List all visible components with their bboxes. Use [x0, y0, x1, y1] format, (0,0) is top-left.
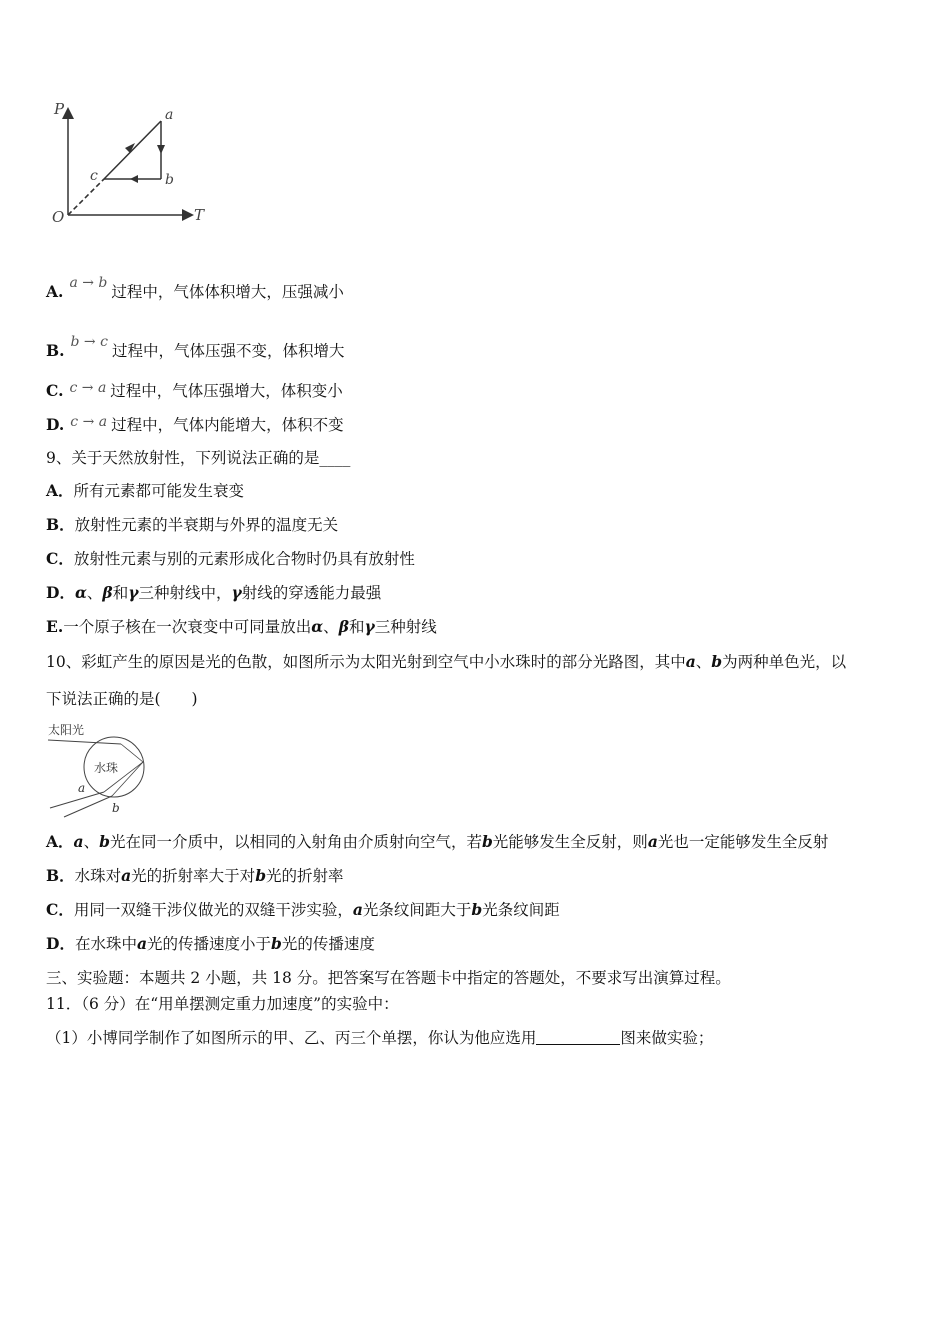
label-sunlight: 太阳光 [48, 723, 85, 737]
label-drop: 水珠 [94, 761, 119, 775]
text: 三种射线中， [138, 584, 232, 602]
option-label: A． [46, 832, 74, 851]
alpha-symbol: α [74, 583, 87, 602]
beta-symbol: β [338, 617, 349, 636]
symbol-a: a [647, 832, 658, 851]
label-ray-b: b [112, 801, 120, 815]
answer-blank[interactable] [536, 1029, 620, 1045]
arrow-b-c [130, 175, 138, 183]
text: 光的传播速度小于 [147, 935, 272, 953]
text: 光的折射率大于对 [131, 867, 256, 885]
expr-b-c: b → c [70, 334, 108, 350]
ray-b [64, 796, 112, 817]
dashed-extension [68, 179, 104, 215]
text: 三种射线 [374, 618, 437, 636]
gamma-symbol: γ [231, 583, 242, 602]
q8-option-a [46, 272, 344, 303]
symbol-b: b [271, 934, 282, 953]
option-label: C． [46, 900, 74, 919]
sunlight-ray [48, 740, 121, 744]
label-o: O [52, 208, 65, 226]
symbol-b: b [711, 652, 723, 671]
label-c: c [90, 168, 98, 184]
q9-option-a [46, 480, 244, 502]
text: 、 [83, 833, 100, 851]
text: 光也一定能够发生全反射 [657, 833, 829, 851]
text: 一个原子核在一次衰变中可同量放出 [63, 618, 312, 636]
ray-a [50, 792, 104, 808]
label-t: T [194, 206, 205, 224]
q10-option-a [46, 831, 828, 853]
symbol-b: b [99, 832, 110, 851]
q8-option-c [46, 377, 343, 402]
option-label: C． [46, 549, 74, 568]
q9-option-b [46, 514, 338, 536]
q10-option-d [46, 933, 375, 955]
text: 在水珠中 [74, 935, 137, 953]
q10-stem [46, 651, 846, 673]
water-drop-diagram [46, 720, 156, 818]
text: 光条纹间距大于 [362, 901, 472, 919]
q9-option-d [46, 582, 381, 604]
text: 光条纹间距 [482, 901, 560, 919]
text: 、 [695, 653, 712, 671]
text: 用同一双缝干涉仪做光的双缝干涉实验， [73, 901, 353, 919]
gamma-symbol: γ [364, 617, 375, 636]
label-ray-a: a [78, 781, 86, 795]
option-text: 过程中，气体内能增大，体积不变 [111, 416, 344, 434]
text: 射线的穿透能力最强 [241, 584, 382, 602]
option-text: 所有元素都可能发生衰变 [73, 482, 245, 500]
q11-sub1 [46, 1027, 713, 1049]
option-label: D． [46, 583, 75, 602]
symbol-a: a [121, 866, 132, 885]
symbol-b: b [481, 832, 493, 851]
text: 和 [112, 584, 129, 602]
text: 10、彩虹产生的原因是光的色散，如图所示为太阳光射到空气中小水珠时的部分光路图，其中 [46, 653, 686, 671]
arrow-a-b [157, 145, 165, 154]
symbol-a: a [685, 652, 696, 671]
path-c-a [104, 121, 161, 179]
expr-c-a: c → a [70, 414, 108, 430]
expr-c-a: c → a [69, 380, 107, 396]
text: 为两种单色光，以 [722, 653, 847, 671]
option-label: B． [46, 515, 75, 534]
option-label: D. [46, 415, 65, 434]
text: 光的传播速度 [281, 935, 375, 953]
option-text: 过程中，气体体积增大，压强减小 [111, 283, 344, 301]
q10-option-b [46, 865, 344, 887]
text: 水珠对 [74, 867, 122, 885]
expr-a-b: a → b [69, 275, 108, 291]
q9-option-e [46, 616, 437, 638]
text: 、 [323, 618, 339, 636]
label-p: P [54, 100, 65, 118]
alpha-symbol: α [311, 617, 324, 636]
gamma-symbol: γ [128, 583, 139, 602]
q8-option-b [46, 331, 344, 362]
text: 和 [348, 618, 365, 636]
q10-option-c [46, 899, 560, 921]
beta-symbol: β [102, 583, 113, 602]
option-label: A． [46, 481, 74, 500]
internal-ray-1 [121, 744, 143, 762]
option-text: 过程中，气体压强不变，体积增大 [111, 342, 345, 360]
q8-option-d [46, 411, 344, 436]
label-a: a [165, 107, 174, 123]
label-b: b [165, 172, 174, 188]
text: 、 [86, 584, 103, 602]
option-text: 过程中，气体压强增大，体积变小 [110, 382, 343, 400]
option-label: C. [46, 381, 64, 400]
symbol-a: a [73, 832, 84, 851]
symbol-b: b [255, 866, 267, 885]
option-label: E. [46, 617, 64, 636]
q11-stem: 11．（6 分）在“用单摆测定重力加速度”的实验中： [46, 995, 399, 1013]
symbol-a: a [352, 900, 363, 919]
text: 光的折射率 [266, 867, 344, 885]
symbol-b: b [471, 900, 483, 919]
option-text: 放射性元素与别的元素形成化合物时仍具有放射性 [73, 550, 415, 568]
q9-option-c [46, 548, 415, 570]
text: 光在同一介质中，以相同的入射角由介质射向空气，若 [109, 833, 482, 851]
text: 光能够发生全反射，则 [492, 833, 648, 851]
option-label: A. [46, 282, 64, 301]
pt-graph [46, 98, 216, 228]
section-3-heading: 三、实验题：本题共 2 小题，共 18 分。把答案写在答题卡中指定的答题处，不要求写出演算过程。 [46, 969, 731, 987]
text: （1）小博同学制作了如图所示的甲、乙、丙三个单摆，你认为他应选用 [46, 1029, 537, 1047]
q9-stem: 9、关于天然放射性，下列说法正确的是____ [46, 449, 351, 467]
text: 图来做实验； [620, 1029, 714, 1047]
option-label: B． [46, 866, 75, 885]
option-text: 放射性元素的半衰期与外界的温度无关 [74, 516, 339, 534]
symbol-a: a [136, 934, 148, 953]
q10-stem-line2: 下说法正确的是( ) [46, 690, 198, 708]
option-label: B. [46, 341, 65, 360]
option-label: D． [46, 934, 75, 953]
